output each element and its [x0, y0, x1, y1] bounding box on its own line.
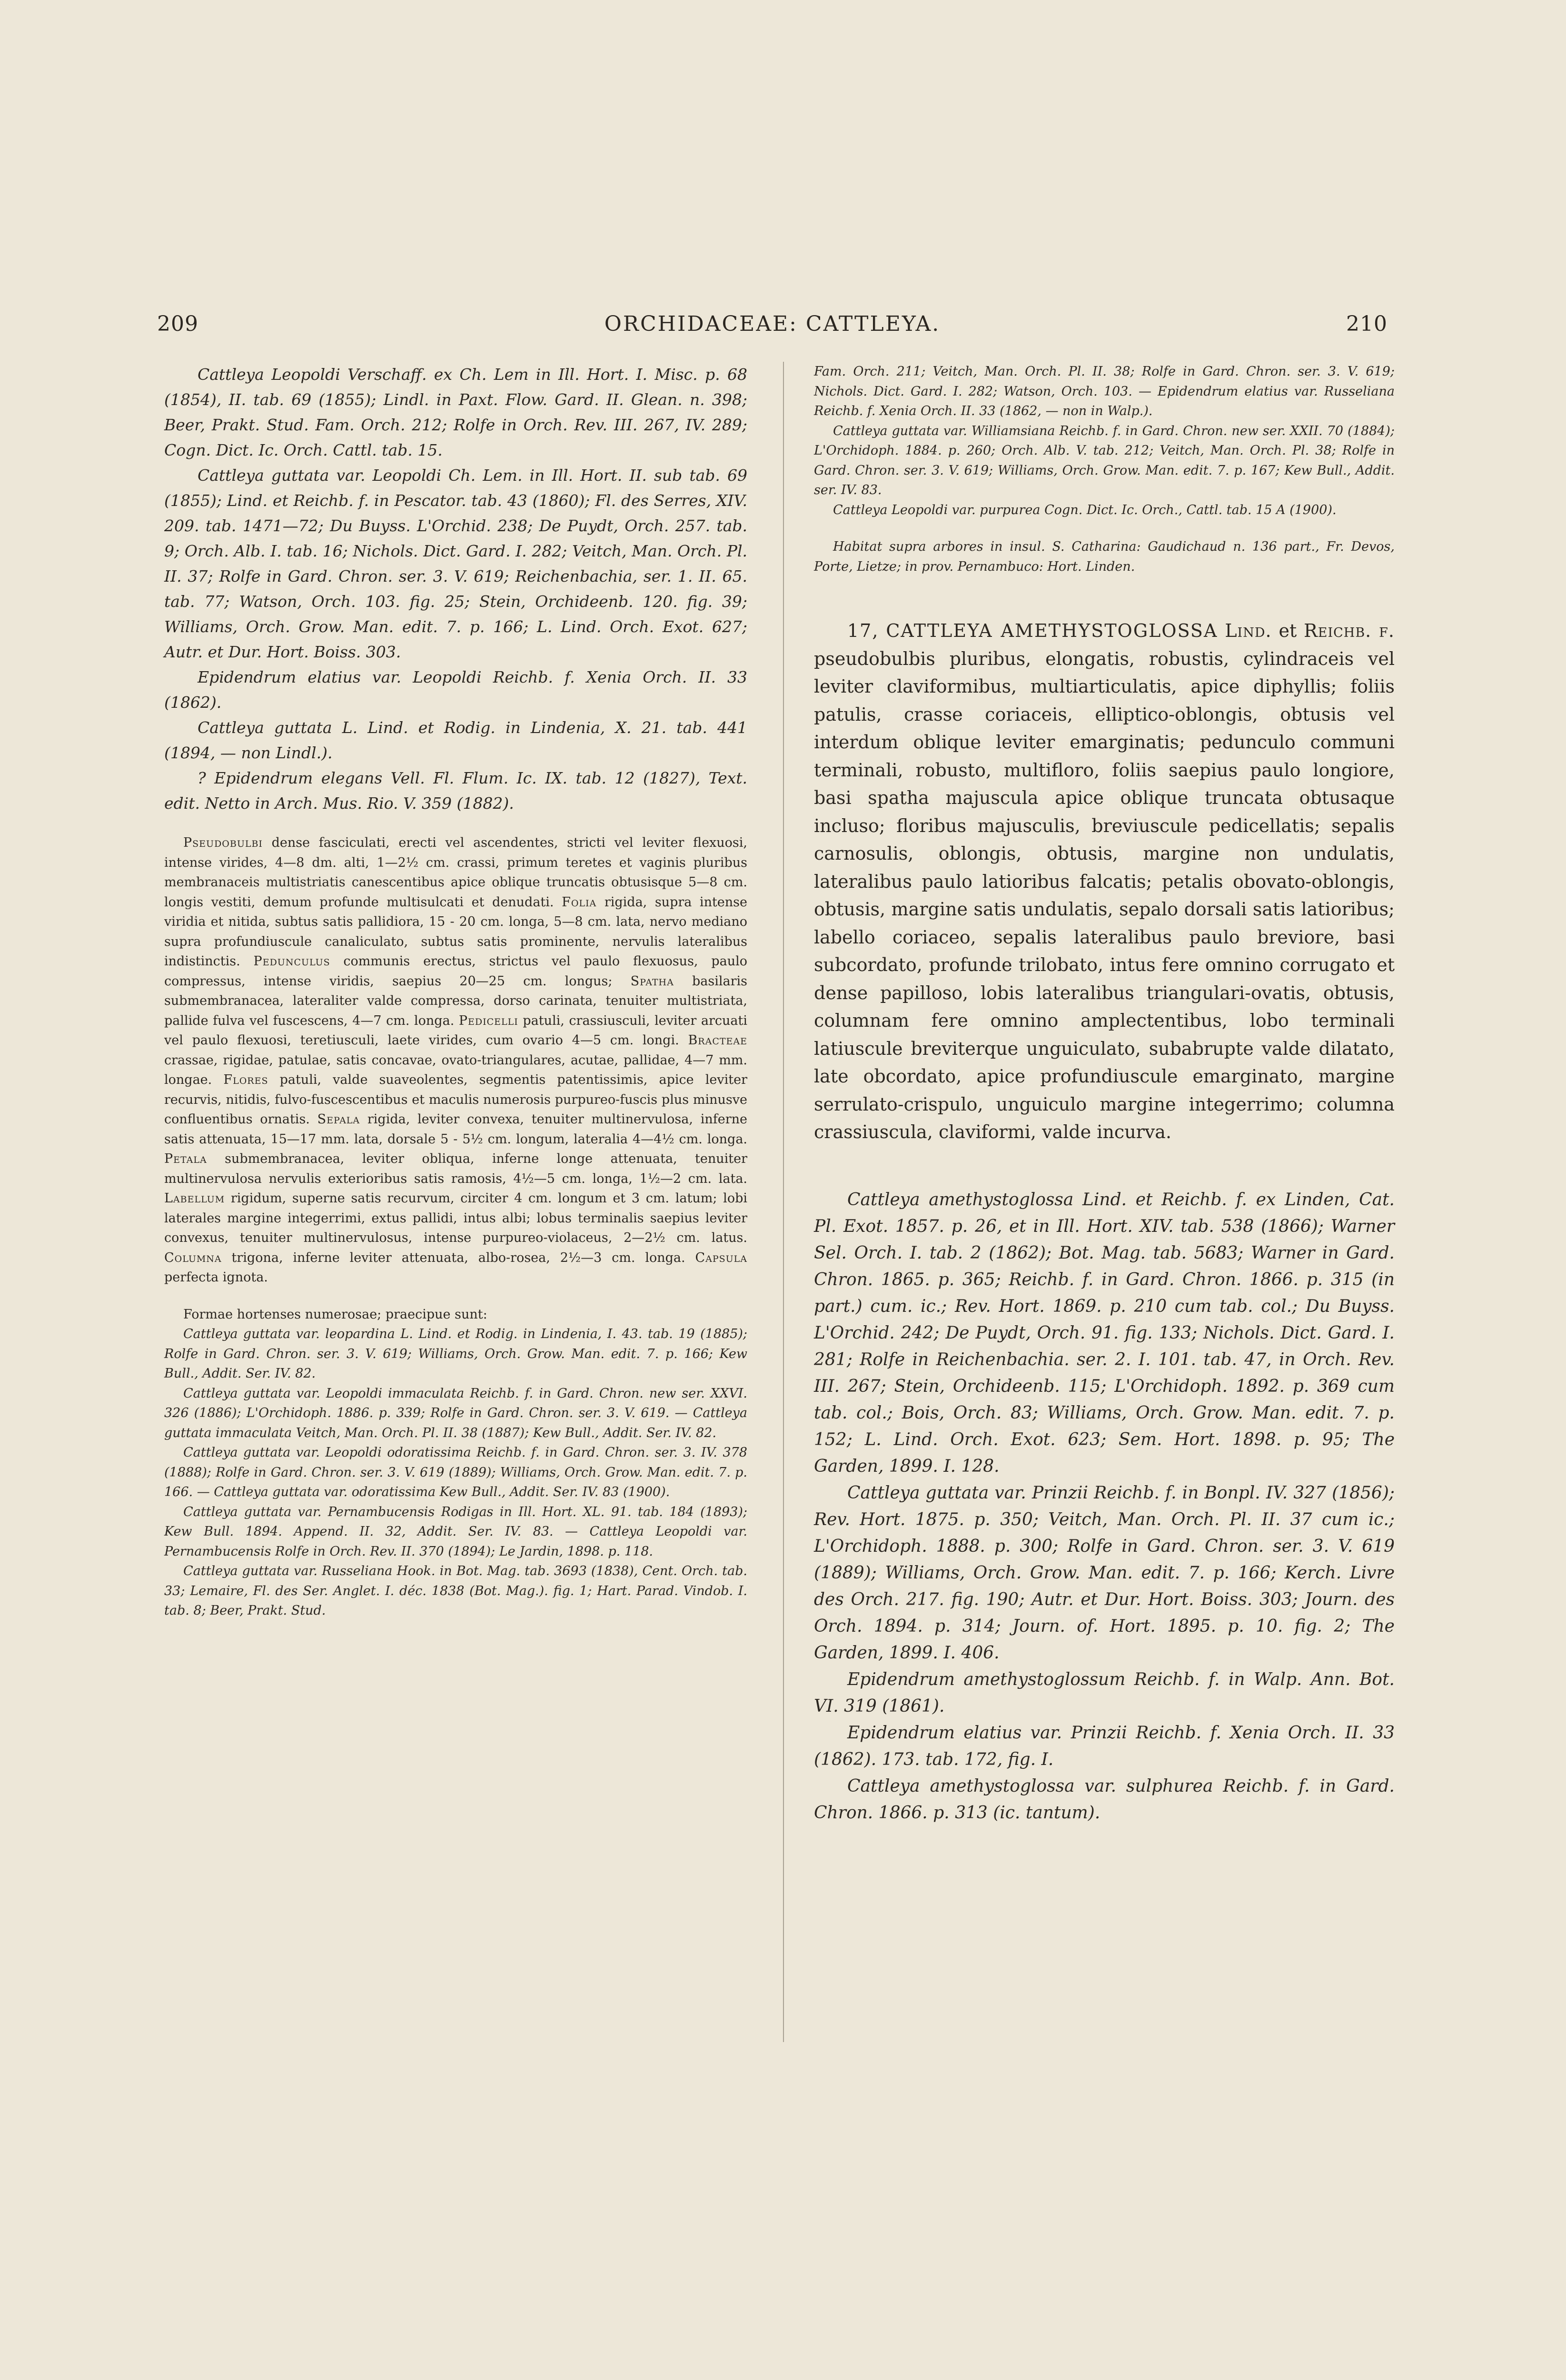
organ-term: Columna	[164, 1250, 222, 1265]
species-author: Reichb. f.	[1304, 620, 1395, 641]
right-column	[814, 362, 1395, 1826]
variety-reference: Cattleya guttata var. Williamsiana Reichb. f. in Gard. Chron. new ser. XXII. 70 (1884); L'Orchidoph. 1884. p. 260; Orch. Alb. V. tab. 212; Veitch, Man. Orch. Pl. 38; Rolfe in Gard. Chron. ser. 3. V. 619; Williams, Orch. Grow. Man. edit. 7. p. 167; Kew Bull., Addit. ser. IV. 83.	[814, 423, 1395, 497]
organ-term: Bracteae	[688, 1033, 747, 1048]
synonym-reference: Cattleya Leopoldi Verschaff. ex Ch. Lem in Ill. Hort. I. Misc. p. 68 (1854), II. tab. 69 (1855); Lindl. in Paxt. Flow. Gard. II. Glean. n. 398; Beer, Prakt. Stud. Fam. Orch. 212; Rolfe in Orch. Rev. III. 267, IV. 289; Cogn. Dict. Ic. Orch. Cattl. tab. 15.	[164, 365, 747, 459]
organ-term: Pseudobulbi	[183, 835, 263, 850]
organ-text: rigidum, superne satis recurvum, circiter 4 cm. longum et 3 cm. latum; lobi laterales margine integerrimi, extus pallidi, intus albi; lobus terminalis saepius leviter convexus, tenuiter multinervulosus, intense purpureo-violaceus, 2—2½ cm. latus.	[164, 1191, 747, 1245]
habitat-note: Habitat supra arbores in insul. S. Catharina: Gaudichaud n. 136 part., Fr. Devos, Porte, Lietze; in prov. Pernambuco: Hort. Linden.	[814, 539, 1395, 574]
forma-reference: Cattleya guttata var. Leopoldi immaculata Reichb. f. in Gard. Chron. new ser. XXVI. 326 (1886); L'Orchidoph. 1886. p. 339; Rolfe in Gard. Chron. ser. 3. V. 619. — Cattleya guttata immaculata Veitch, Man. Orch. Pl. II. 38 (1887); Kew Bull., Addit. Ser. IV. 82.	[164, 1386, 747, 1440]
synonym-reference: Cattleya guttata var. Prinzii Reichb. f. in Bonpl. IV. 327 (1856); Rev. Hort. 1875. p. 350; Veitch, Man. Orch. Pl. II. 37 cum ic.; L'Orchidoph. 1888. p. 300; Rolfe in Gard. Chron. ser. 3. V. 619 (1889); Williams, Orch. Grow. Man. edit. 7. p. 166; Kerch. Livre des Orch. 217. fig. 190; Autr. et Dur. Hort. Boiss. 303; Journ. des Orch. 1894. p. 314; Journ. of. Hort. 1895. p. 10. fig. 2; The Garden, 1899. I. 406.	[814, 1483, 1395, 1663]
forma-reference: Cattleya guttata var. leopardina L. Lind. et Rodig. in Lindenia, I. 43. tab. 19 (1885); Rolfe in Gard. Chron. ser. 3. V. 619; Williams, Orch. Grow. Man. edit. 7. p. 166; Kew Bull., Addit. Ser. IV. 82.	[164, 1327, 747, 1381]
organ-text: crassae, rigidae, patulae, satis concavae, ovato-triangulares, acutae, pallidae, 4—7 mm. longae.	[164, 1052, 747, 1087]
species-number: 17,	[847, 620, 879, 641]
organ-term: Pedunculus	[253, 954, 330, 969]
organ-text: basilaris submembranacea, lateraliter valde compressa, dorso carinata, tenuiter multistriata, pallide fulva vel fuscescens, 4—7 cm. longa.	[164, 973, 747, 1028]
page-number-left: 209	[157, 312, 198, 336]
running-header	[157, 312, 1388, 340]
continued-reference: Fam. Orch. 211; Veitch, Man. Orch. Pl. II. 38; Rolfe in Gard. Chron. ser. 3. V. 619; Nichols. Dict. Gard. I. 282; Watson, Orch. 103. — Epidendrum elatius var. Russeliana Reichb. f. Xenia Orch. II. 33 (1862, — non in Walp.).	[814, 364, 1395, 418]
organ-term: Flores	[223, 1072, 268, 1087]
forma-reference: Cattleya guttata var. Russeliana Hook. in Bot. Mag. tab. 3693 (1838), Cent. Orch. tab. 33; Lemaire, Fl. des Ser. Anglet. I. déc. 1838 (Bot. Mag.). fig. 1; Hart. Parad. Vindob. I. tab. 8; Beer, Prakt. Stud.	[164, 1564, 747, 1618]
page-number-right: 210	[1346, 312, 1388, 336]
species-author-joiner: et	[1271, 620, 1304, 641]
synonym-reference: ? Epidendrum elegans Vell. Fl. Flum. Ic. IX. tab. 12 (1827), Text. edit. Netto in Arch. Mus. Rio. V. 359 (1882).	[164, 769, 747, 813]
organ-text: rigida, leviter convexa, tenuiter multinervulosa, inferne satis attenuata, 15—17 mm. lata, dorsale 5 - 5½ cm. longum, lateralia 4—4½ cm. longa.	[164, 1112, 747, 1147]
synonym-reference: Epidendrum amethystoglossum Reichb. f. in Walp. Ann. Bot. VI. 319 (1861).	[814, 1669, 1395, 1716]
organ-term: Capsula	[695, 1250, 747, 1265]
synonym-reference: Cattleya guttata L. Lind. et Rodig. in Lindenia, X. 21. tab. 441 (1894, — non Lindl.).	[164, 718, 747, 762]
forma-reference: Cattleya guttata var. Leopoldi odoratissima Reichb. f. in Gard. Chron. ser. 3. IV. 378 (1888); Rolfe in Gard. Chron. ser. 3. V. 619 (1889); Williams, Orch. Grow. Man. edit. 7. p. 166. — Cattleya guttata var. odoratissima Kew Bull., Addit. Ser. IV. 83 (1900).	[164, 1445, 747, 1499]
column-divider	[783, 362, 784, 2042]
organ-term: Sepala	[317, 1112, 360, 1127]
synonym-reference: Cattleya amethystoglossa Lind. et Reichb. f. ex Linden, Cat. Pl. Exot. 1857. p. 26, et in Ill. Hort. XIV. tab. 538 (1866); Warner Sel. Orch. I. tab. 2 (1862); Bot. Mag. tab. 5683; Warner in Gard. Chron. 1865. p. 365; Reichb. f. in Gard. Chron. 1866. p. 315 (in part.) cum. ic.; Rev. Hort. 1869. p. 210 cum tab. col.; Du Buyss. L'Orchid. 242; De Puydt, Orch. 91. fig. 133; Nichols. Dict. Gard. I. 281; Rolfe in Reichenbachia. ser. 2. I. 101. tab. 47, in Orch. Rev. III. 267; Stein, Orchideenb. 115; L'Orchidoph. 1892. p. 369 cum tab. col.; Bois, Orch. 83; Williams, Orch. Grow. Man. edit. 7. p. 152; L. Lind. Orch. Exot. 623; Sem. Hort. 1898. p. 95; The Garden, 1899. I. 128.	[814, 1190, 1395, 1476]
species-diagnosis: pseudobulbis pluribus, elongatis, robustis, cylindraceis vel leviter claviformibus, multiarticulatis, apice diphyllis; foliis patulis, crasse coriaceis, elliptico-oblongis, obtusis vel interdum oblique leviter emarginatis; pedunculo communi terminali, robusto, multifloro, foliis saepius paulo longiore, basi spatha majuscula apice oblique truncata obtusaque incluso; floribus majusculis, breviuscule pedicellatis; sepalis carnosulis, oblongis, obtusis, margine non undulatis, lateralibus paulo latioribus falcatis; petalis obovato-oblongis, obtusis, margine satis undulatis, sepalo dorsali satis latioribus; labello coriaceo, sepalis lateralibus paulo breviore, basi subcordato, profunde trilobato, intus fere omnino corrugato et dense papilloso, lobis lateralibus triangulari-ovatis, obtusis, columnam fere omnino amplectentibus, lobo terminali latiuscule breviterque unguiculato, subabrupte valde dilatato, late obcordato, apice profundiuscule emarginato, margine serrulato-crispulo, unguiculo margine integerrimo; columna crassiuscula, claviformi, valde incurva.	[814, 648, 1395, 1142]
formae-intro: Formae hortenses numerosae; praecipue sunt:	[183, 1307, 487, 1322]
variety-reference: Cattleya Leopoldi var. purpurea Cogn. Dict. Ic. Orch., Cattl. tab. 15 A (1900).	[833, 502, 1337, 517]
organ-text: perfecta ignota.	[164, 1270, 268, 1285]
synonym-reference: Cattleya guttata var. Leopoldi Ch. Lem. in Ill. Hort. II. sub tab. 69 (1855); Lind. et Reichb. f. in Pescator. tab. 43 (1860); Fl. des Serres, XIV. 209. tab. 1471—72; Du Buyss. L'Orchid. 238; De Puydt, Orch. 257. tab. 9; Orch. Alb. I. tab. 16; Nichols. Dict. Gard. I. 282; Veitch, Man. Orch. Pl. II. 37; Rolfe in Gard. Chron. ser. 3. V. 619; Reichenbachia, ser. 1. II. 65. tab. 77; Watson, Orch. 103. fig. 25; Stein, Orchideenb. 120. fig. 39; Williams, Orch. Grow. Man. edit. 7. p. 166; L. Lind. Orch. Exot. 627; Autr. et Dur. Hort. Boiss. 303.	[164, 466, 747, 661]
organ-term: Pedicelli	[458, 1013, 518, 1028]
organ-text: dense fasciculati, erecti vel ascendentes, stricti vel leviter flexuosi, intense virides, 4—8 dm. alti, 1—2½ cm. crassi, primum teretes et vaginis pluribus membranaceis multistriatis canescentibus apice oblique truncatis obtusisque 5—8 cm. longis vestiti, demum profunde multisulcati et denudati.	[164, 835, 747, 910]
organ-text: communis erectus, strictus vel paulo flexuosus, paulo compressus, intense viridis, saepius 20—25 cm. longus;	[164, 954, 747, 989]
left-column	[164, 362, 747, 1621]
synonym-reference: Epidendrum elatius var. Leopoldi Reichb. f. Xenia Orch. II. 33 (1862).	[164, 668, 747, 712]
organ-term: Spatha	[630, 973, 674, 989]
synonym-reference: Cattleya amethystoglossa var. sulphurea Reichb. f. in Gard. Chron. 1866. p. 313 (ic. tantum).	[814, 1776, 1395, 1823]
synonym-reference: Epidendrum elatius var. Prinzii Reichb. f. Xenia Orch. II. 33 (1862). 173. tab. 172, fig. I.	[814, 1723, 1395, 1769]
organ-term: Folia	[562, 894, 597, 910]
organ-text: trigona, inferne leviter attenuata, albo-rosea, 2½—3 cm. longa.	[221, 1250, 695, 1265]
species-name: CATTLEYA AMETHYSTOGLOSSA	[886, 620, 1218, 641]
running-title: ORCHIDACEAE: CATTLEYA.	[604, 312, 941, 336]
organ-term: Petala	[164, 1151, 207, 1166]
organ-text: submembranacea, leviter obliqua, inferne longe attenuata, tenuiter multinervulosa nervulis exterioribus satis ramosis, 4½—5 cm. longa, 1½—2 cm. lata.	[164, 1151, 747, 1186]
organ-term: Labellum	[164, 1191, 225, 1206]
species-description	[814, 617, 1395, 1146]
organ-text: rigida, supra intense viridia et nitida, subtus satis pallidiora, 15 - 20 cm. longa, 5—8 cm. lata, nervo mediano supra profundiuscule canaliculato, subtus satis prominente, nervulis lateralibus indistinctis.	[164, 894, 748, 969]
species-author: Lind.	[1225, 620, 1272, 641]
morphological-description	[164, 833, 747, 1288]
forma-reference: Cattleya guttata var. Pernambucensis Rodigas in Ill. Hort. XL. 91. tab. 184 (1893); Kew Bull. 1894. Append. II. 32, Addit. Ser. IV. 83. — Cattleya Leopoldi var. Pernambucensis Rolfe in Orch. Rev. II. 370 (1894); Le Jardin, 1898. p. 118.	[164, 1504, 747, 1559]
organ-text: patuli, crassiusculi, leviter arcuati vel paulo flexuosi, teretiusculi, laete virides, cum ovario 4—5 cm. longi.	[164, 1013, 747, 1048]
organ-text: patuli, valde suaveolentes, segmentis patentissimis, apice leviter recurvis, nitidis, fulvo-fuscescentibus et maculis numerosis purpureo-fuscis plus minusve confluentibus ornatis.	[164, 1072, 747, 1127]
